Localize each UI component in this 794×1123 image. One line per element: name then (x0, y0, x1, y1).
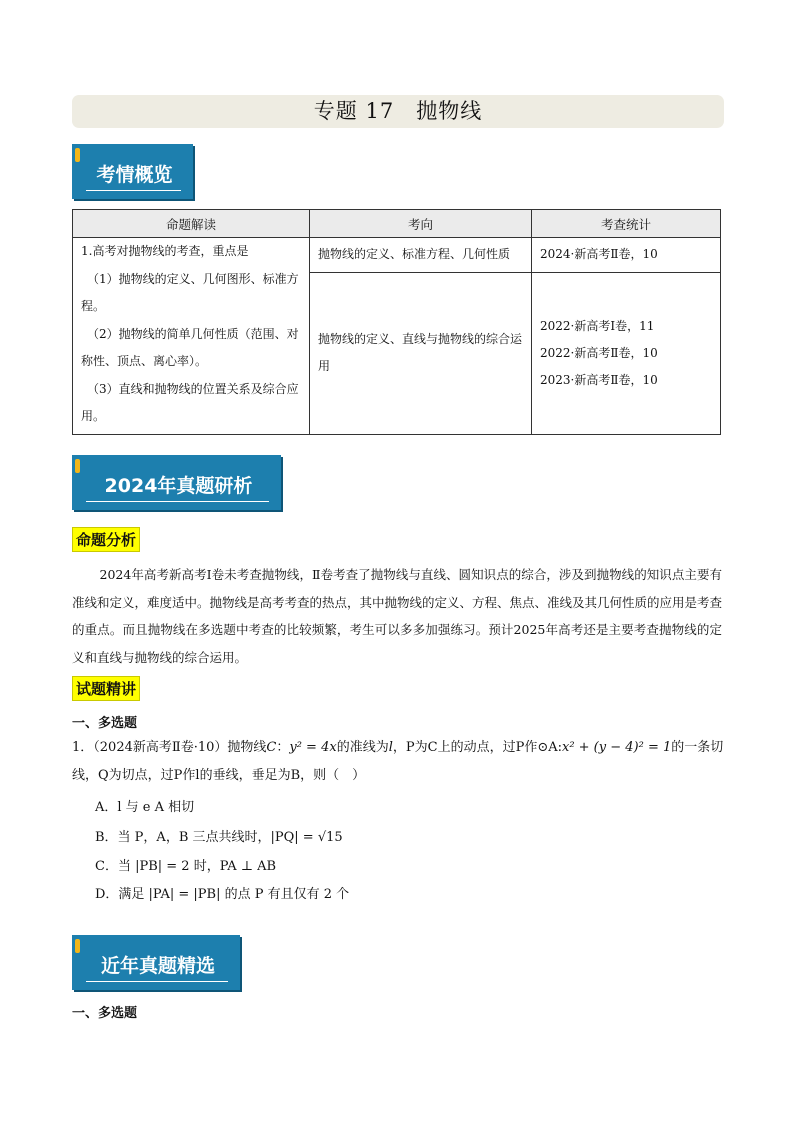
badge-underline (86, 501, 269, 502)
section-badge-year-analysis (72, 455, 281, 510)
option-d: D．满足 |PA| = |PB| 的点 P 有且仅有 2 个 (95, 887, 350, 902)
overview-table (72, 209, 721, 435)
table-header: 考向 (310, 210, 532, 238)
parabola-equation: y² = 4x (289, 740, 337, 755)
section-title: 考情概览 (96, 164, 173, 186)
table-header: 命题解读 (73, 210, 310, 238)
table-row (73, 238, 721, 273)
section-badge-overview (72, 144, 193, 199)
direction-cell: 抛物线的定义、直线与抛物线的综合运用 (310, 272, 532, 434)
stats-cell: 2024·新高考Ⅱ卷，10 (532, 238, 721, 273)
circle-equation: x² + (y − 4)² = 1 (561, 740, 672, 755)
recent-multi-choice-heading: 一、多选题 (72, 1006, 138, 1021)
option-c: C．当 |PB| = 2 时，PA ⊥ AB (95, 859, 277, 874)
section-title: 2024年真题研析 (104, 475, 253, 497)
question-text: 的准线为 (336, 740, 389, 755)
badge-underline (86, 981, 228, 982)
analysis-paragraph (72, 561, 722, 671)
page-title: 专题 17 抛物线 (72, 95, 724, 128)
badge-underline (86, 190, 181, 191)
section-title: 近年真题精选 (100, 955, 215, 977)
option-a: A．l 与 e A 相切 (95, 800, 195, 815)
stat-line: 2022·新高考Ⅱ卷，10 (540, 345, 658, 360)
table-header-row (73, 210, 721, 238)
analysis-text: 2024年高考新高考Ⅰ卷未考查抛物线，Ⅱ卷考查了抛物线与直线、圆知识点的综合，涉及到抛物线的知识点主要有准线和定义，难度适中。抛物线是高考考查的热点，其中抛物线的定义、方程、焦点、准线及其几何性质的应用是考查的重点。而且抛物线在多选题中考查的比较频繁，考生可以多多加强练习。预计2025年高考还是主要考查抛物线的定义和直线与抛物线的综合运用。 (72, 567, 723, 665)
interpretation-line: 1.高考对抛物线的考查，重点是 (81, 244, 249, 258)
question-number: 1． (72, 740, 94, 755)
section-badge-recent (72, 935, 240, 990)
question-1: 1．（2024新高考Ⅱ卷·10）抛物线C：y² = 4x的准线为l，P为C上的动点，过P作⊙A:x² + (y − 4)² = 1的一条切线，Q为切点，过P作l的垂线，垂足为B，则（ ） (72, 740, 724, 783)
interpretation-line: （1）抛物线的定义、几何图形、标准方程。 (81, 271, 299, 313)
line-name: l (388, 740, 393, 755)
stats-cell (532, 272, 721, 434)
exercise-label: 试题精讲 (72, 676, 140, 701)
badge-tick-icon (75, 459, 80, 473)
stat-line: 2023·新高考Ⅱ卷，10 (540, 372, 658, 387)
curve-name: C (266, 740, 277, 755)
interpretation-line: （3）直线和抛物线的位置关系及综合应用。 (81, 381, 299, 423)
badge-tick-icon (75, 148, 80, 162)
badge-tick-icon (75, 939, 80, 953)
interpretation-line: （2）抛物线的简单几何性质（范围、对称性、顶点、离心率）。 (81, 326, 299, 368)
stat-line: 2022·新高考Ⅰ卷，11 (540, 318, 655, 333)
question-source: （2024新高考Ⅱ卷·10）抛物线 (93, 740, 267, 755)
question-text: ，P为C上的动点，过P作⊙A: (392, 740, 562, 755)
option-b: B．当 P，A，B 三点共线时，|PQ| = √15 (95, 830, 343, 845)
analysis-label: 命题分析 (72, 527, 140, 552)
table-header: 考查统计 (532, 210, 721, 238)
interpretation-cell (73, 238, 310, 435)
direction-cell: 抛物线的定义、标准方程、几何性质 (310, 238, 532, 273)
multi-choice-heading: 一、多选题 (72, 716, 138, 731)
question-text: 的一条切线，Q为切点，过P作l的垂线，垂足为B，则（ ） (72, 740, 724, 783)
